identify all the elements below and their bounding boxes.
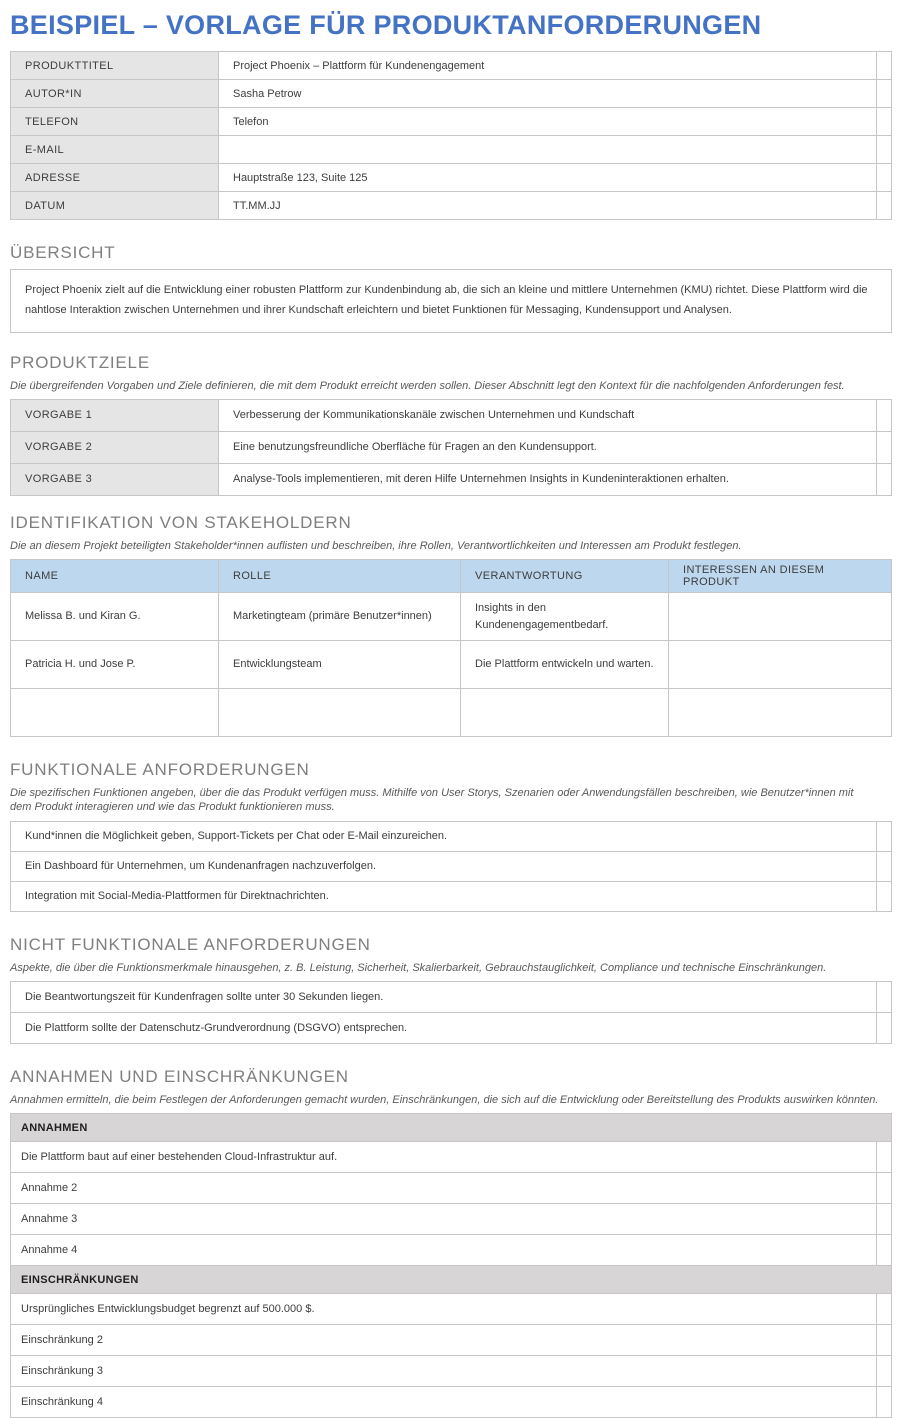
table-row bbox=[11, 431, 892, 463]
nonfunctional-requirement-1[interactable]: Die Beantwortungszeit für Kundenfragen sollte unter 30 Sekunden liegen. bbox=[11, 982, 877, 1013]
spacer-cell bbox=[877, 80, 892, 108]
spacer-cell bbox=[877, 851, 892, 881]
nonfunctional-requirement-2[interactable]: Die Plattform sollte der Datenschutz-Grundverordnung (DSGVO) entsprechen. bbox=[11, 1013, 877, 1044]
constraint-4[interactable]: Einschränkung 4 bbox=[11, 1387, 877, 1418]
functional-requirement-3[interactable]: Integration mit Social-Media-Plattformen für Direktnachrichten. bbox=[11, 881, 877, 911]
table-row bbox=[11, 164, 892, 192]
page-title: BEISPIEL – VORLAGE FÜR PRODUKTANFORDERUNGEN bbox=[10, 10, 762, 40]
goal-value-1[interactable]: Verbesserung der Kommunikationskanäle zwischen Unternehmen und Kundschaft bbox=[219, 399, 877, 431]
stakeholder-verantwortung-1[interactable]: Insights in den Kundenengagementbedarf. bbox=[461, 593, 669, 641]
table-row bbox=[11, 108, 892, 136]
overview-box[interactable] bbox=[10, 269, 892, 333]
section-heading-nicht-funktional: NICHT FUNKTIONALE ANFORDERUNGEN bbox=[10, 934, 371, 954]
section-heading-stakeholder: IDENTIFIKATION VON STAKEHOLDERN bbox=[10, 512, 352, 532]
spacer-cell bbox=[876, 1204, 891, 1235]
produktziele-description: Die übergreifenden Vorgaben und Ziele definieren, die mit dem Produkt erreicht werden sollen. Dieser Abschnitt legt den Kontext für die nachfolgenden Anforderungen fest. bbox=[10, 379, 845, 392]
table-row bbox=[11, 881, 892, 911]
annahmen-description: Annahmen ermitteln, die beim Festlegen der Anforderungen gemacht wurden, Einschränkungen, die sich auf die Entwicklung oder Bereitstellung des Produkts auswirken könnten. bbox=[10, 1094, 879, 1107]
col-header-interessen: INTERESSEN AN DIESEM PRODUKT bbox=[669, 560, 892, 593]
group-header-row bbox=[11, 1114, 892, 1142]
goal-label-2: VORGABE 2 bbox=[11, 431, 219, 463]
stakeholder-verantwortung-2[interactable]: Die Plattform entwickeln und warten. bbox=[461, 641, 669, 689]
section-heading-annahmen: ANNAHMEN UND EINSCHRÄNKUNGEN bbox=[10, 1067, 349, 1087]
constraint-row bbox=[11, 1294, 892, 1325]
goal-label-1: VORGABE 1 bbox=[11, 399, 219, 431]
goal-value-3[interactable]: Analyse-Tools implementieren, mit deren Hilfe Unternehmen Insights in Kundeninteraktionen erhalten. bbox=[219, 463, 877, 495]
functional-requirement-2[interactable]: Ein Dashboard für Unternehmen, um Kundenanfragen nachzuverfolgen. bbox=[11, 851, 877, 881]
col-header-rolle: ROLLE bbox=[219, 560, 461, 593]
table-row bbox=[11, 641, 892, 689]
spacer-cell bbox=[877, 463, 892, 495]
table-row bbox=[11, 851, 892, 881]
info-value-produkttitel[interactable]: Project Phoenix – Plattform für Kundenengagement bbox=[219, 52, 877, 80]
spacer-cell bbox=[877, 192, 892, 220]
product-info-table bbox=[10, 51, 892, 220]
nicht-funktional-description: Aspekte, die über die Funktionsmerkmale hinausgehen, z. B. Leistung, Sicherheit, Skalierbarkeit, Gebrauchstauglichkeit, Compliance und technische Einschränkungen. bbox=[10, 961, 827, 974]
info-label-autorin: AUTOR*IN bbox=[11, 80, 219, 108]
functional-requirements-table bbox=[10, 821, 892, 912]
stakeholder-interessen-2[interactable] bbox=[669, 641, 892, 689]
section-heading-produktziele: PRODUKTZIELE bbox=[10, 352, 150, 372]
spacer-cell bbox=[877, 1013, 892, 1044]
assumption-1[interactable]: Die Plattform baut auf einer bestehenden Cloud-Infrastruktur auf. bbox=[11, 1142, 877, 1173]
spacer-cell bbox=[876, 1142, 891, 1173]
constraint-row bbox=[11, 1387, 892, 1418]
constraint-row bbox=[11, 1325, 892, 1356]
table-row bbox=[11, 982, 892, 1013]
stakeholder-name-2[interactable]: Patricia H. und Jose P. bbox=[11, 641, 219, 689]
stakeholder-verantwortung-3[interactable] bbox=[461, 689, 669, 737]
document-page bbox=[10, 10, 892, 1418]
table-row bbox=[11, 399, 892, 431]
assumption-3[interactable]: Annahme 3 bbox=[11, 1204, 877, 1235]
group-header-row bbox=[11, 1266, 892, 1294]
table-row bbox=[11, 689, 892, 737]
table-row bbox=[11, 136, 892, 164]
assumption-row bbox=[11, 1173, 892, 1204]
stakeholder-rolle-3[interactable] bbox=[219, 689, 461, 737]
table-row bbox=[11, 1013, 892, 1044]
constraint-row bbox=[11, 1356, 892, 1387]
table-row bbox=[11, 52, 892, 80]
section-heading-uebersicht: ÜBERSICHT bbox=[10, 243, 116, 262]
spacer-cell bbox=[877, 881, 892, 911]
spacer-cell bbox=[876, 1294, 891, 1325]
table-header-row bbox=[11, 560, 892, 593]
group-header-annahmen: ANNAHMEN bbox=[11, 1114, 892, 1142]
col-header-name: NAME bbox=[11, 560, 219, 593]
spacer-cell bbox=[876, 1356, 891, 1387]
info-label-datum: DATUM bbox=[11, 192, 219, 220]
info-value-datum[interactable]: TT.MM.JJ bbox=[219, 192, 877, 220]
assumption-2[interactable]: Annahme 2 bbox=[11, 1173, 877, 1204]
info-label-produkttitel: PRODUKTTITEL bbox=[11, 52, 219, 80]
spacer-cell bbox=[877, 164, 892, 192]
assumptions-constraints-table bbox=[10, 1113, 892, 1418]
stakeholder-rolle-1[interactable]: Marketingteam (primäre Benutzer*innen) bbox=[219, 593, 461, 641]
stakeholder-name-1[interactable]: Melissa B. und Kiran G. bbox=[11, 593, 219, 641]
assumption-row bbox=[11, 1142, 892, 1173]
section-heading-funktional: FUNKTIONALE ANFORDERUNGEN bbox=[10, 760, 310, 780]
col-header-verantwortung: VERANTWORTUNG bbox=[461, 560, 669, 593]
table-row bbox=[11, 80, 892, 108]
group-header-einschraenkungen: EINSCHRÄNKUNGEN bbox=[11, 1266, 892, 1294]
info-label-adresse: ADRESSE bbox=[11, 164, 219, 192]
info-value-autorin[interactable]: Sasha Petrow bbox=[219, 80, 877, 108]
stakeholder-rolle-2[interactable]: Entwicklungsteam bbox=[219, 641, 461, 689]
stakeholder-table bbox=[10, 559, 892, 737]
info-label-email: E-MAIL bbox=[11, 136, 219, 164]
info-value-email[interactable] bbox=[219, 136, 877, 164]
table-row bbox=[11, 192, 892, 220]
constraint-3[interactable]: Einschränkung 3 bbox=[11, 1356, 877, 1387]
constraint-1[interactable]: Ursprüngliches Entwicklungsbudget begrenzt auf 500.000 $. bbox=[11, 1294, 877, 1325]
functional-requirement-1[interactable]: Kund*innen die Möglichkeit geben, Support-Tickets per Chat oder E-Mail einzureichen. bbox=[11, 821, 877, 851]
stakeholder-name-3[interactable] bbox=[11, 689, 219, 737]
table-row bbox=[11, 821, 892, 851]
goal-value-2[interactable]: Eine benutzungsfreundliche Oberfläche für Fragen an den Kundensupport. bbox=[219, 431, 877, 463]
info-value-adresse[interactable]: Hauptstraße 123, Suite 125 bbox=[219, 164, 877, 192]
funktional-description: Die spezifischen Funktionen angeben, über die das Produkt verfügen muss. Mithilfe von User Storys, Szenarien oder Anwendungsfällen beschreiben, wie Benutzer*innen mit dem Produkt interagieren und wie das Produkt funktionieren muss. bbox=[10, 787, 854, 814]
spacer-cell bbox=[876, 1325, 891, 1356]
overview-text: Project Phoenix zielt auf die Entwicklung einer robusten Plattform zur Kundenbindung ab, die sich an kleine und mittlere Unternehmen (KMU) richtet. Diese Plattform wird die nahtlose Interaktion zwischen Unternehmen und ihrer Kundschaft erleichtern und bietet Funktionen für Messaging, Kundensupport und Analysen. bbox=[25, 284, 868, 316]
constraint-2[interactable]: Einschränkung 2 bbox=[11, 1325, 877, 1356]
spacer-cell bbox=[877, 136, 892, 164]
spacer-cell bbox=[877, 399, 892, 431]
spacer-cell bbox=[877, 821, 892, 851]
spacer-cell bbox=[877, 52, 892, 80]
spacer-cell bbox=[877, 108, 892, 136]
info-label-telefon: TELEFON bbox=[11, 108, 219, 136]
assumption-4[interactable]: Annahme 4 bbox=[11, 1235, 877, 1266]
info-value-telefon[interactable]: Telefon bbox=[219, 108, 877, 136]
assumption-row bbox=[11, 1204, 892, 1235]
stakeholder-interessen-3[interactable] bbox=[669, 689, 892, 737]
nonfunctional-requirements-table bbox=[10, 981, 892, 1044]
spacer-cell bbox=[876, 1235, 891, 1266]
table-row bbox=[11, 463, 892, 495]
produktziele-table bbox=[10, 399, 892, 496]
table-row bbox=[11, 593, 892, 641]
spacer-cell bbox=[877, 982, 892, 1013]
stakeholder-interessen-1[interactable] bbox=[669, 593, 892, 641]
spacer-cell bbox=[876, 1173, 891, 1204]
goal-label-3: VORGABE 3 bbox=[11, 463, 219, 495]
stakeholder-description: Die an diesem Projekt beteiligten Stakeholder*innen auflisten und beschreiben, ihre Rollen, Verantwortlichkeiten und Interessen am Produkt festlegen. bbox=[10, 539, 742, 552]
spacer-cell bbox=[877, 431, 892, 463]
spacer-cell bbox=[876, 1387, 891, 1418]
assumption-row bbox=[11, 1235, 892, 1266]
